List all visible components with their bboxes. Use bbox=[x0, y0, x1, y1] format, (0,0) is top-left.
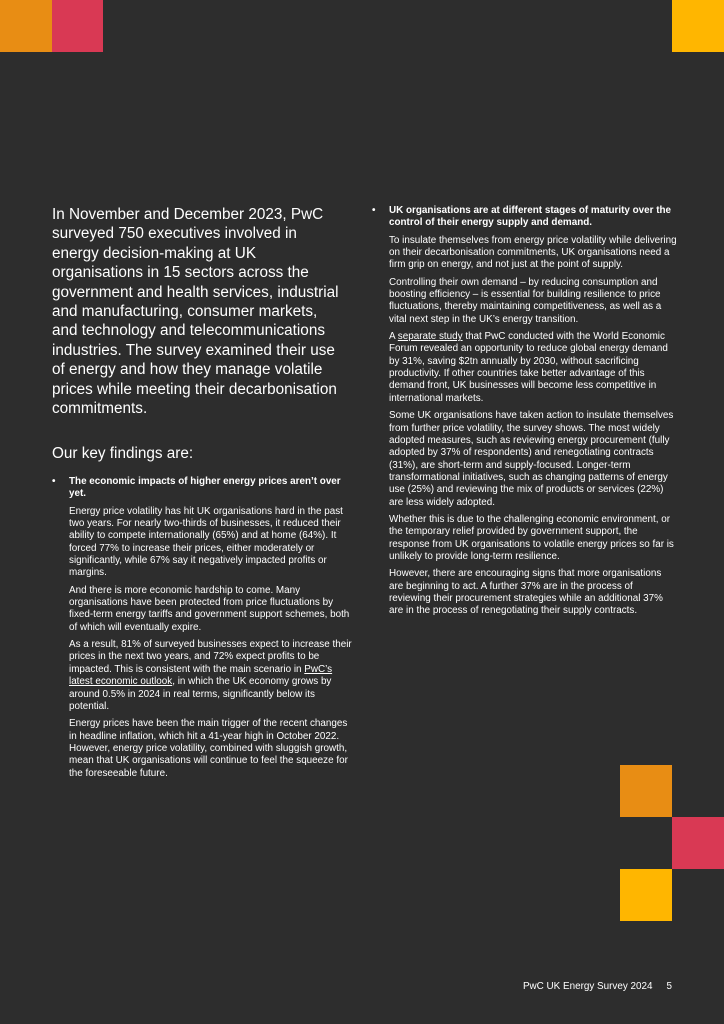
decor-square-yellow-bottom bbox=[620, 869, 672, 921]
finding-2-paragraph-4: Some UK organisations have taken action to insulate themselves from further price volatility, the survey shows. The most widely adopted measures, such as reviewing energy procurement (fully adopted by 37% of respondents) and renegotiating contracts (31%), are short-term and supply-focused. Longer-term transformational initiatives, such as changing patterns of energy use (25%) and reviewing the mix of products or services (22%) are less widely adopted. bbox=[389, 410, 674, 508]
finding-1-paragraph-3-start: As a result, 81% of surveyed businesses expect to increase their prices in the next two years, and 72% expect profits to be impacted. This is consistent with the main scenario in bbox=[69, 639, 352, 675]
decor-square-red-top-left bbox=[52, 0, 103, 52]
finding-1-paragraph-1: Energy price volatility has hit UK organisations hard in the past two years. For nearly two-thirds of businesses, it reduced their ability to compete internationally (65%) and at home (64%). It forced 77% to increase their prices, either moderately or significantly, while 67% say it negatively impacted profits or margins. bbox=[69, 505, 343, 579]
finding-2-column bbox=[372, 205, 677, 623]
decor-square-orange-top-left bbox=[0, 0, 52, 52]
intro-text bbox=[52, 205, 344, 418]
finding-1-paragraph-3 bbox=[69, 639, 352, 713]
finding-2-paragraph-5: Whether this is due to the challenging economic environment, or the temporary relief provided by government support, the response from UK organisations to volatile energy prices so far is unlikely to provide long-term resilience. bbox=[389, 513, 674, 562]
page-number: 5 bbox=[666, 981, 672, 992]
finding-1-column bbox=[52, 476, 352, 785]
finding-2-paragraph-6: However, there are encouraging signs that more organisations are beginning to act. A further 37% are in the process of reviewing their procurement strategies while an additional 37% are in the process of renegotiating their supply contracts. bbox=[389, 568, 663, 617]
finding-1-paragraph-3-end: , in which the UK economy grows by around 0.5% in 2024 in real terms, significantly below its potential. bbox=[69, 676, 332, 712]
finding-2-paragraph-2: Controlling their own demand – by reducing consumption and boosting efficiency – is essential for building resilience to price fluctuations, thereby maintaining competitiveness, as well as a vital next step in the UK’s energy transition. bbox=[389, 276, 662, 325]
finding-1-heading bbox=[52, 476, 352, 501]
finding-2-paragraph-3 bbox=[389, 331, 677, 405]
separate-study-link[interactable]: separate study bbox=[397, 331, 463, 343]
finding-2-paragraph-3-start: A bbox=[389, 331, 398, 343]
finding-1-heading-text: The economic impacts of higher energy prices aren’t over yet. bbox=[69, 476, 341, 500]
intro-paragraph-2: The survey examined their use of energy and how they manage volatile prices while meeting their decarbonisation commitments. bbox=[52, 341, 337, 418]
finding-2-paragraph-3-end: that PwC conducted with the World Economic Forum revealed an opportunity to reduce global energy demand by 31%, saving $2tn annually by 2030, without sacrificing productivity. If other countries take better advantage of this demand front, UK businesses will become less competitive in international markets. bbox=[389, 331, 668, 404]
finding-2-paragraph-1: To insulate themselves from energy price volatility while delivering on their decarbonisation commitments, UK organisations need a firm grip on energy, and not just at the point of supply. bbox=[389, 234, 677, 271]
intro-paragraph-1: In November and December 2023, PwC surveyed 750 executives involved in energy decision-making at UK organisations in 15 sectors across the government and health services, industrial and manufacturing, consumer markets, and technology and telecommunications industries. bbox=[52, 206, 339, 359]
page-footer bbox=[523, 981, 672, 993]
finding-1-paragraph-4: Energy prices have been the main trigger of the recent changes in headline inflation, which hit a 41-year high in October 2022. However, energy price volatility, combined with sluggish growth, mean that UK organisations will continue to feel the squeeze for the foreseeable future. bbox=[69, 718, 348, 779]
finding-1-paragraph-2: And there is more economic hardship to come. Many organisations have been protected from price fluctuations by fixed-term energy tariffs and government support schemes, both of which will eventually expire. bbox=[69, 584, 350, 633]
economic-outlook-link[interactable]: PwC’s latest economic outlook bbox=[69, 663, 333, 688]
bullet-icon: • bbox=[372, 205, 376, 216]
decor-square-orange-bottom bbox=[620, 765, 672, 817]
finding-2-heading-text: UK organisations are at different stages of maturity over the control of their energy supply and demand. bbox=[389, 205, 672, 229]
decor-square-yellow-top-right bbox=[672, 0, 724, 52]
finding-2-heading bbox=[372, 205, 677, 230]
decor-square-red-bottom bbox=[672, 817, 724, 869]
bullet-icon: • bbox=[52, 476, 56, 487]
footer-title: PwC UK Energy Survey 2024 bbox=[522, 981, 653, 992]
key-findings-heading: Our key findings are: bbox=[52, 445, 194, 462]
